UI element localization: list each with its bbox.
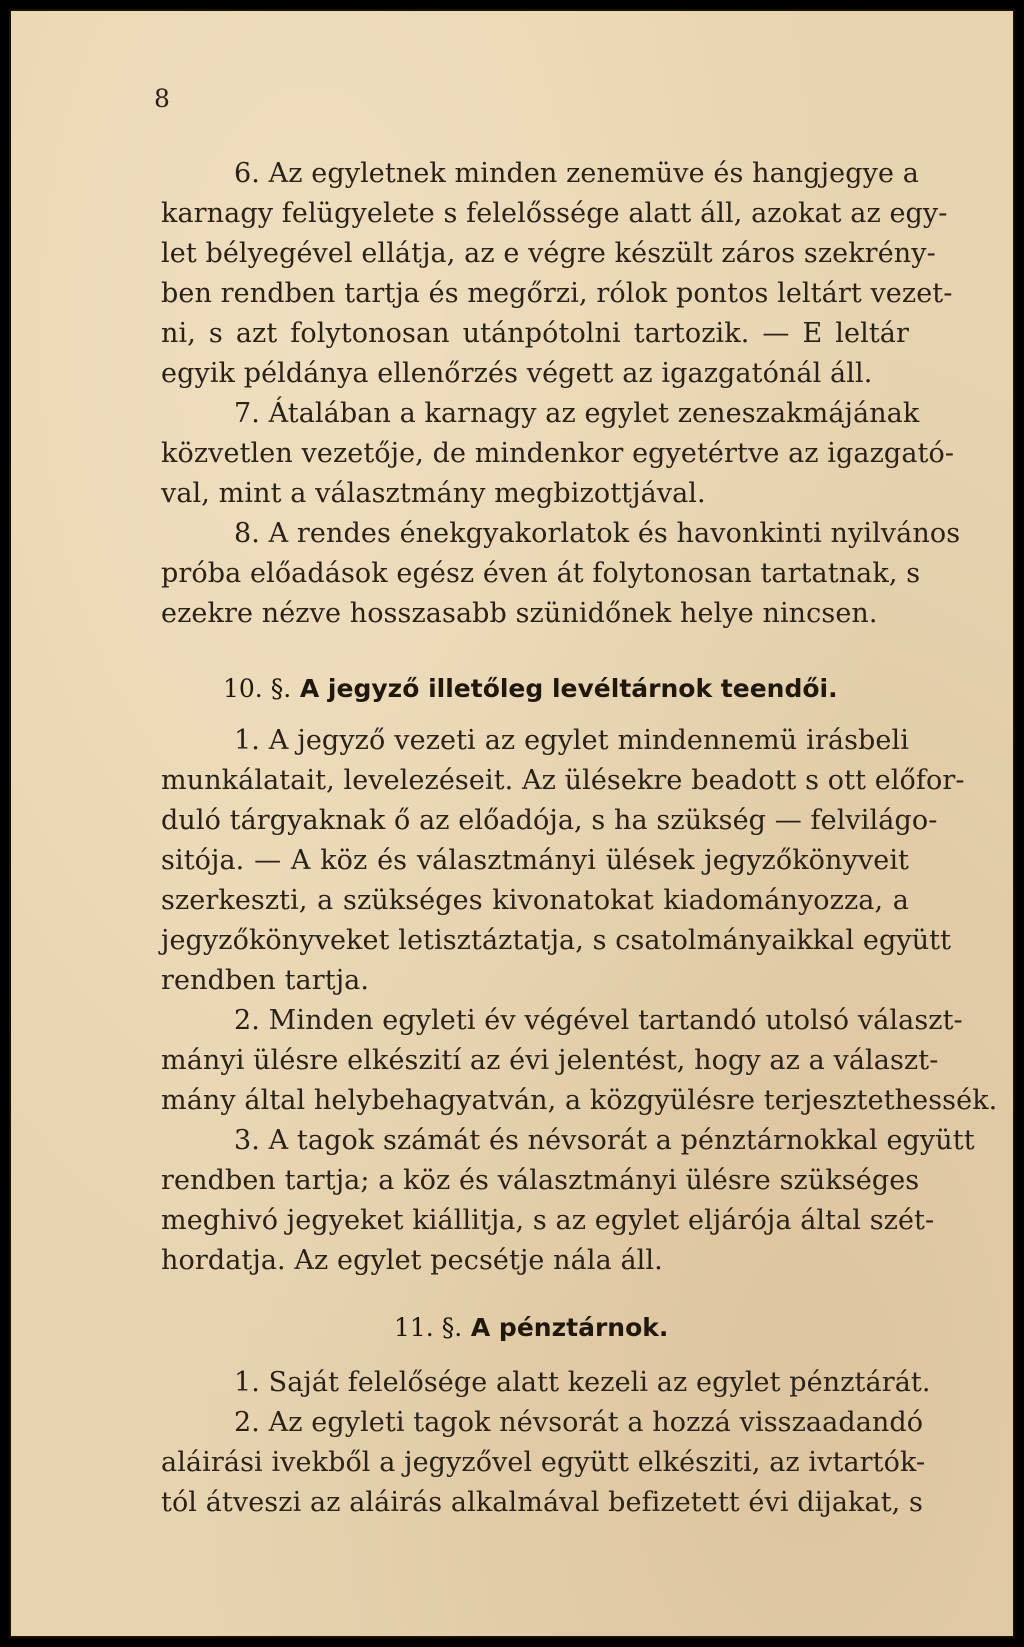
- text-line: aláirási ivekből a jegyzővel együtt elkésziti, az ivtartók-: [161, 1447, 926, 1478]
- text-line: 1. Saját felelősége alatt kezeli az egylet pénztárát.: [234, 1367, 931, 1398]
- text-line: rendben tartja; a köz és választmányi ülésre szükséges: [161, 1165, 920, 1196]
- text-line: közvetlen vezetője, de mindenkor egyetértve az igazgató-: [161, 438, 955, 469]
- text-line: mány által helybehagyatván, a közgyülésre terjesztethessék.: [161, 1085, 998, 1116]
- paragraph-8: [161, 514, 961, 634]
- text-line: ni, s azt folytonosan utánpótolni tartozik. — E leltár: [161, 318, 909, 349]
- page-number: 8: [154, 84, 171, 113]
- book-page: [9, 9, 1015, 1638]
- paragraph-11-2: [161, 1403, 926, 1523]
- text-line: sitója. — A köz és választmányi ülések jegyzőkönyveit: [161, 845, 909, 876]
- paragraph-10-3: [161, 1121, 975, 1281]
- text-line: 3. A tagok számát és névsorát a pénztárnokkal együtt: [234, 1125, 975, 1156]
- section-10-heading: [223, 674, 838, 703]
- text-line: tól átveszi az aláirás alkalmával befizetett évi dijakat, s: [161, 1487, 923, 1518]
- section-title: A jegyző illetőleg levéltárnok teendői.: [299, 674, 838, 703]
- text-line: szerkeszti, a szükséges kivonatokat kiadományozza, a: [161, 885, 909, 916]
- text-line: 2. Minden egyleti év végével tartandó utolsó választ-: [234, 1005, 963, 1036]
- text-line: val, mint a választmány megbizottjával.: [161, 478, 706, 509]
- text-line: ben rendben tartja és megőrzi, rólok pontos leltárt vezet-: [161, 278, 953, 309]
- paragraph-7: [161, 394, 955, 514]
- section-title: A pénztárnok.: [470, 1313, 669, 1342]
- section-number: 10. §.: [223, 674, 292, 703]
- text-line: 2. Az egyleti tagok névsorát a hozzá visszaadandó: [234, 1407, 924, 1438]
- paragraph-10-2: [161, 1001, 998, 1121]
- section-number: 11. §.: [394, 1313, 463, 1342]
- text-line: 1. A jegyző vezeti az egylet mindennemü irásbeli: [234, 725, 909, 756]
- text-line: duló tárgyaknak ő az előadója, s ha szükség — felvilágo-: [161, 805, 938, 836]
- text-line: jegyzőkönyveket letisztáztatja, s csatolmányaikkal együtt: [161, 925, 952, 956]
- paragraph-6: [161, 154, 953, 394]
- text-line: ezekre nézve hosszasabb szünidőnek helye nincsen.: [161, 598, 878, 629]
- text-line: egyik példánya ellenőrzés végett az igazgatónál áll.: [161, 358, 873, 389]
- paragraph-10-1: [161, 721, 965, 1001]
- text-line: próba előadások egész éven át folytonosan tartatnak, s: [161, 558, 921, 589]
- text-line: hordatja. Az egylet pecsétje nála áll.: [161, 1245, 663, 1276]
- text-line: rendben tartja.: [161, 965, 370, 996]
- text-line: 7. Átalában a karnagy az egylet zeneszakmájának: [234, 398, 920, 429]
- section-11-heading: [394, 1313, 668, 1342]
- text-line: munkálatait, levelezéseit. Az ülésekre beadott s ott előfor-: [161, 765, 965, 796]
- text-line: let bélyegével ellátja, az e végre készült záros szekrény-: [161, 238, 936, 269]
- text-line: 8. A rendes énekgyakorlatok és havonkinti nyilvános: [234, 518, 961, 549]
- paragraph-11-1: [161, 1363, 931, 1403]
- text-line: 6. Az egyletnek minden zenemüve és hangjegye a: [234, 158, 919, 189]
- text-line: meghivó jegyeket kiállitja, s az egylet eljárója által szét-: [161, 1205, 935, 1236]
- text-line: mányi ülésre elkészití az évi jelentést, hogy az a választ-: [161, 1045, 939, 1076]
- text-line: karnagy felügyelete s felelőssége alatt áll, azokat az egy-: [161, 198, 948, 229]
